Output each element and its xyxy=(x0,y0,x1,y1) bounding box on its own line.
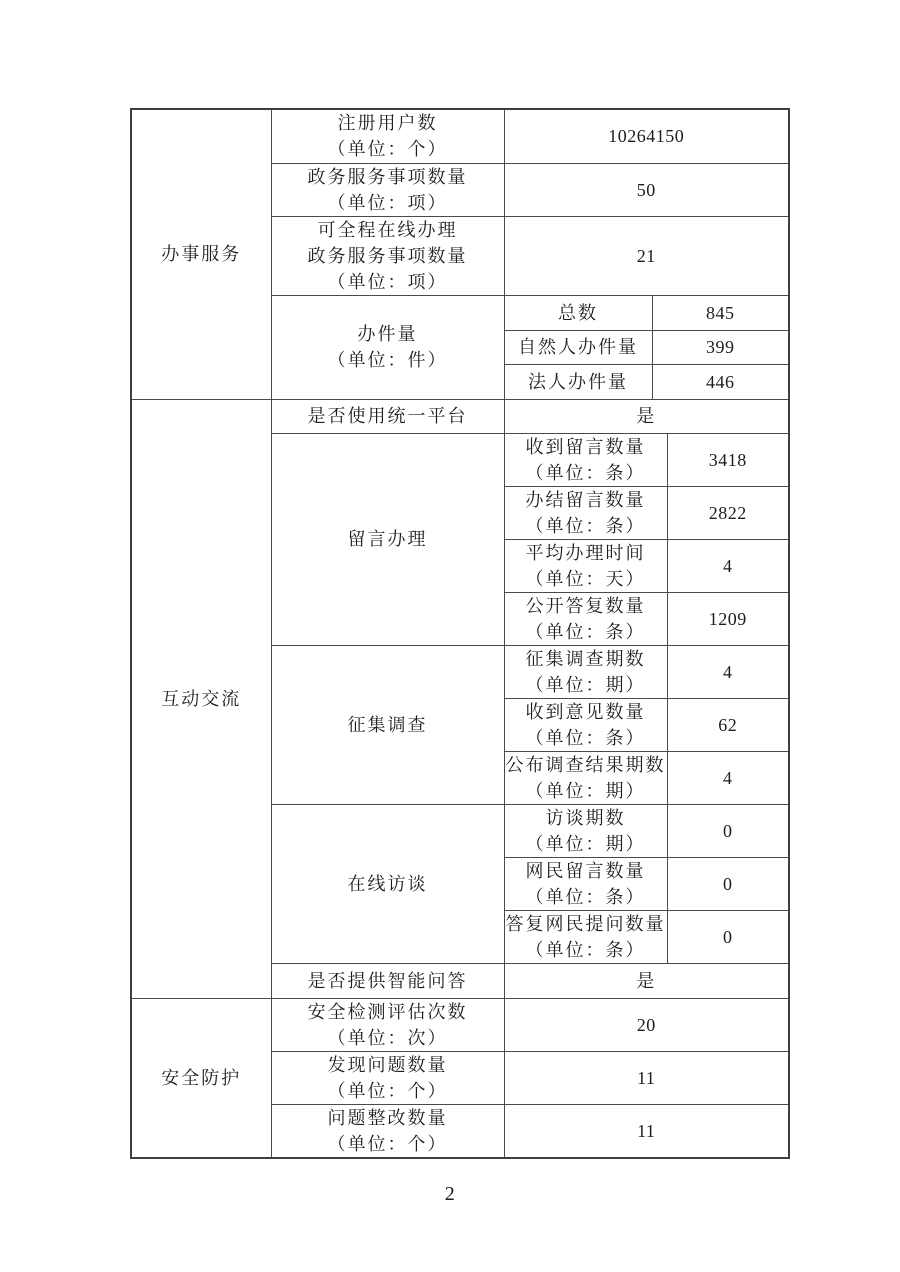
unit-line: （单位：条） xyxy=(525,515,646,536)
label-cell-problems-fixed xyxy=(271,1104,504,1158)
label-line: 平均办理时间 xyxy=(525,542,646,563)
sublabel-cell-interview-replies xyxy=(504,910,667,963)
annual-report-table xyxy=(130,108,790,1159)
label-line: 可全程在线办理 xyxy=(317,219,458,240)
label-line: 问题整改数量 xyxy=(327,1107,448,1128)
sublabel-cell-interview-periods xyxy=(504,804,667,857)
unit-line: （单位：天） xyxy=(525,568,646,589)
label-line: 公布调查结果期数 xyxy=(505,754,666,775)
sublabel-cell-survey-results xyxy=(504,751,667,804)
sublabel-cell-msg-public-replies xyxy=(504,592,667,645)
group-cell-interviews: 在线访谈 xyxy=(271,804,504,963)
label-cell-problems-found xyxy=(271,1051,504,1104)
label-line: 办件量 xyxy=(357,324,418,344)
label-line: 收到意见数量 xyxy=(525,701,646,722)
value-cell-msg-avg-time: 4 xyxy=(667,539,789,592)
unit-line: （单位：次） xyxy=(327,1027,448,1048)
sublabel-cell-cases-legal: 法人办件量 xyxy=(504,364,652,399)
group-cell-surveys: 征集调查 xyxy=(271,645,504,804)
label-line: 办结留言数量 xyxy=(525,489,646,510)
value-cell-survey-periods: 4 xyxy=(667,645,789,698)
unit-line: （单位：期） xyxy=(525,674,646,695)
value-cell-msg-completed: 2822 xyxy=(667,486,789,539)
value-cell-service-items: 50 xyxy=(504,163,789,216)
unit-line: （单位：期） xyxy=(525,833,646,854)
label-line: 答复网民提问数量 xyxy=(505,913,666,934)
label-cell-smart-qa: 是否提供智能问答 xyxy=(271,963,504,998)
category-cell-interaction: 互动交流 xyxy=(131,399,271,998)
sublabel-cell-interview-messages xyxy=(504,857,667,910)
sublabel-cell-msg-avg-time xyxy=(504,539,667,592)
value-cell-cases-total: 845 xyxy=(652,295,789,330)
unit-line: （单位：条） xyxy=(525,939,646,960)
label-line: 政务服务事项数量 xyxy=(307,245,468,266)
category-cell-service: 办事服务 xyxy=(131,109,271,399)
page-number: 2 xyxy=(444,1183,456,1205)
label-cell-assessments xyxy=(271,998,504,1051)
unit-line: （单位：项） xyxy=(327,192,448,213)
value-cell-problems-fixed: 11 xyxy=(504,1104,789,1158)
category-cell-security: 安全防护 xyxy=(131,998,271,1158)
sublabel-cell-cases-total: 总数 xyxy=(504,295,652,330)
label-line: 征集调查期数 xyxy=(525,648,646,669)
unit-line: （单位：条） xyxy=(525,886,646,907)
label-line: 公开答复数量 xyxy=(525,595,646,616)
label-line: 政务服务事项数量 xyxy=(307,166,468,187)
value-cell-registered-users: 10264150 xyxy=(504,109,789,163)
unit-line: （单位：个） xyxy=(327,1133,448,1154)
label-line: 收到留言数量 xyxy=(525,436,646,457)
value-cell-survey-results: 4 xyxy=(667,751,789,804)
value-cell-survey-opinions: 62 xyxy=(667,698,789,751)
table-row xyxy=(131,109,789,163)
label-line: 安全检测评估次数 xyxy=(307,1001,468,1022)
unit-line: （单位：件） xyxy=(327,350,448,370)
value-cell-interview-replies: 0 xyxy=(667,910,789,963)
unit-line: （单位：条） xyxy=(525,727,646,748)
unit-line: （单位：期） xyxy=(525,780,646,801)
table-row xyxy=(131,998,789,1051)
unit-line: （单位：个） xyxy=(327,139,448,160)
sublabel-cell-msg-completed xyxy=(504,486,667,539)
value-cell-problems-found: 11 xyxy=(504,1051,789,1104)
value-cell-interview-periods: 0 xyxy=(667,804,789,857)
unit-line: （单位：项） xyxy=(327,271,448,292)
table-row xyxy=(131,399,789,433)
value-cell-cases-legal: 446 xyxy=(652,364,789,399)
value-cell-interview-messages: 0 xyxy=(667,857,789,910)
label-line: 访谈期数 xyxy=(545,807,626,828)
sublabel-cell-survey-opinions xyxy=(504,698,667,751)
value-cell-assessments: 20 xyxy=(504,998,789,1051)
unit-line: （单位：个） xyxy=(327,1080,448,1101)
value-cell-online-items: 21 xyxy=(504,216,789,295)
label-cell-service-items xyxy=(271,163,504,216)
sublabel-cell-msg-received xyxy=(504,433,667,486)
value-cell-cases-natural: 399 xyxy=(652,330,789,364)
sublabel-cell-cases-natural: 自然人办件量 xyxy=(504,330,652,364)
label-cell-registered-users xyxy=(271,109,504,163)
value-cell-smart-qa: 是 xyxy=(504,963,789,998)
unit-line: （单位：条） xyxy=(525,462,646,483)
label-line: 网民留言数量 xyxy=(525,860,646,881)
sublabel-cell-survey-periods xyxy=(504,645,667,698)
value-cell-msg-public-replies: 1209 xyxy=(667,592,789,645)
label-cell-unified-platform: 是否使用统一平台 xyxy=(271,399,504,433)
label-line: 注册用户数 xyxy=(337,113,438,134)
label-cell-online-items xyxy=(271,216,504,295)
group-cell-messages: 留言办理 xyxy=(271,433,504,645)
unit-line: （单位：条） xyxy=(525,621,646,642)
value-cell-msg-received: 3418 xyxy=(667,433,789,486)
label-line: 发现问题数量 xyxy=(327,1054,448,1075)
group-cell-cases xyxy=(271,295,504,399)
value-cell-unified-platform: 是 xyxy=(504,399,789,433)
